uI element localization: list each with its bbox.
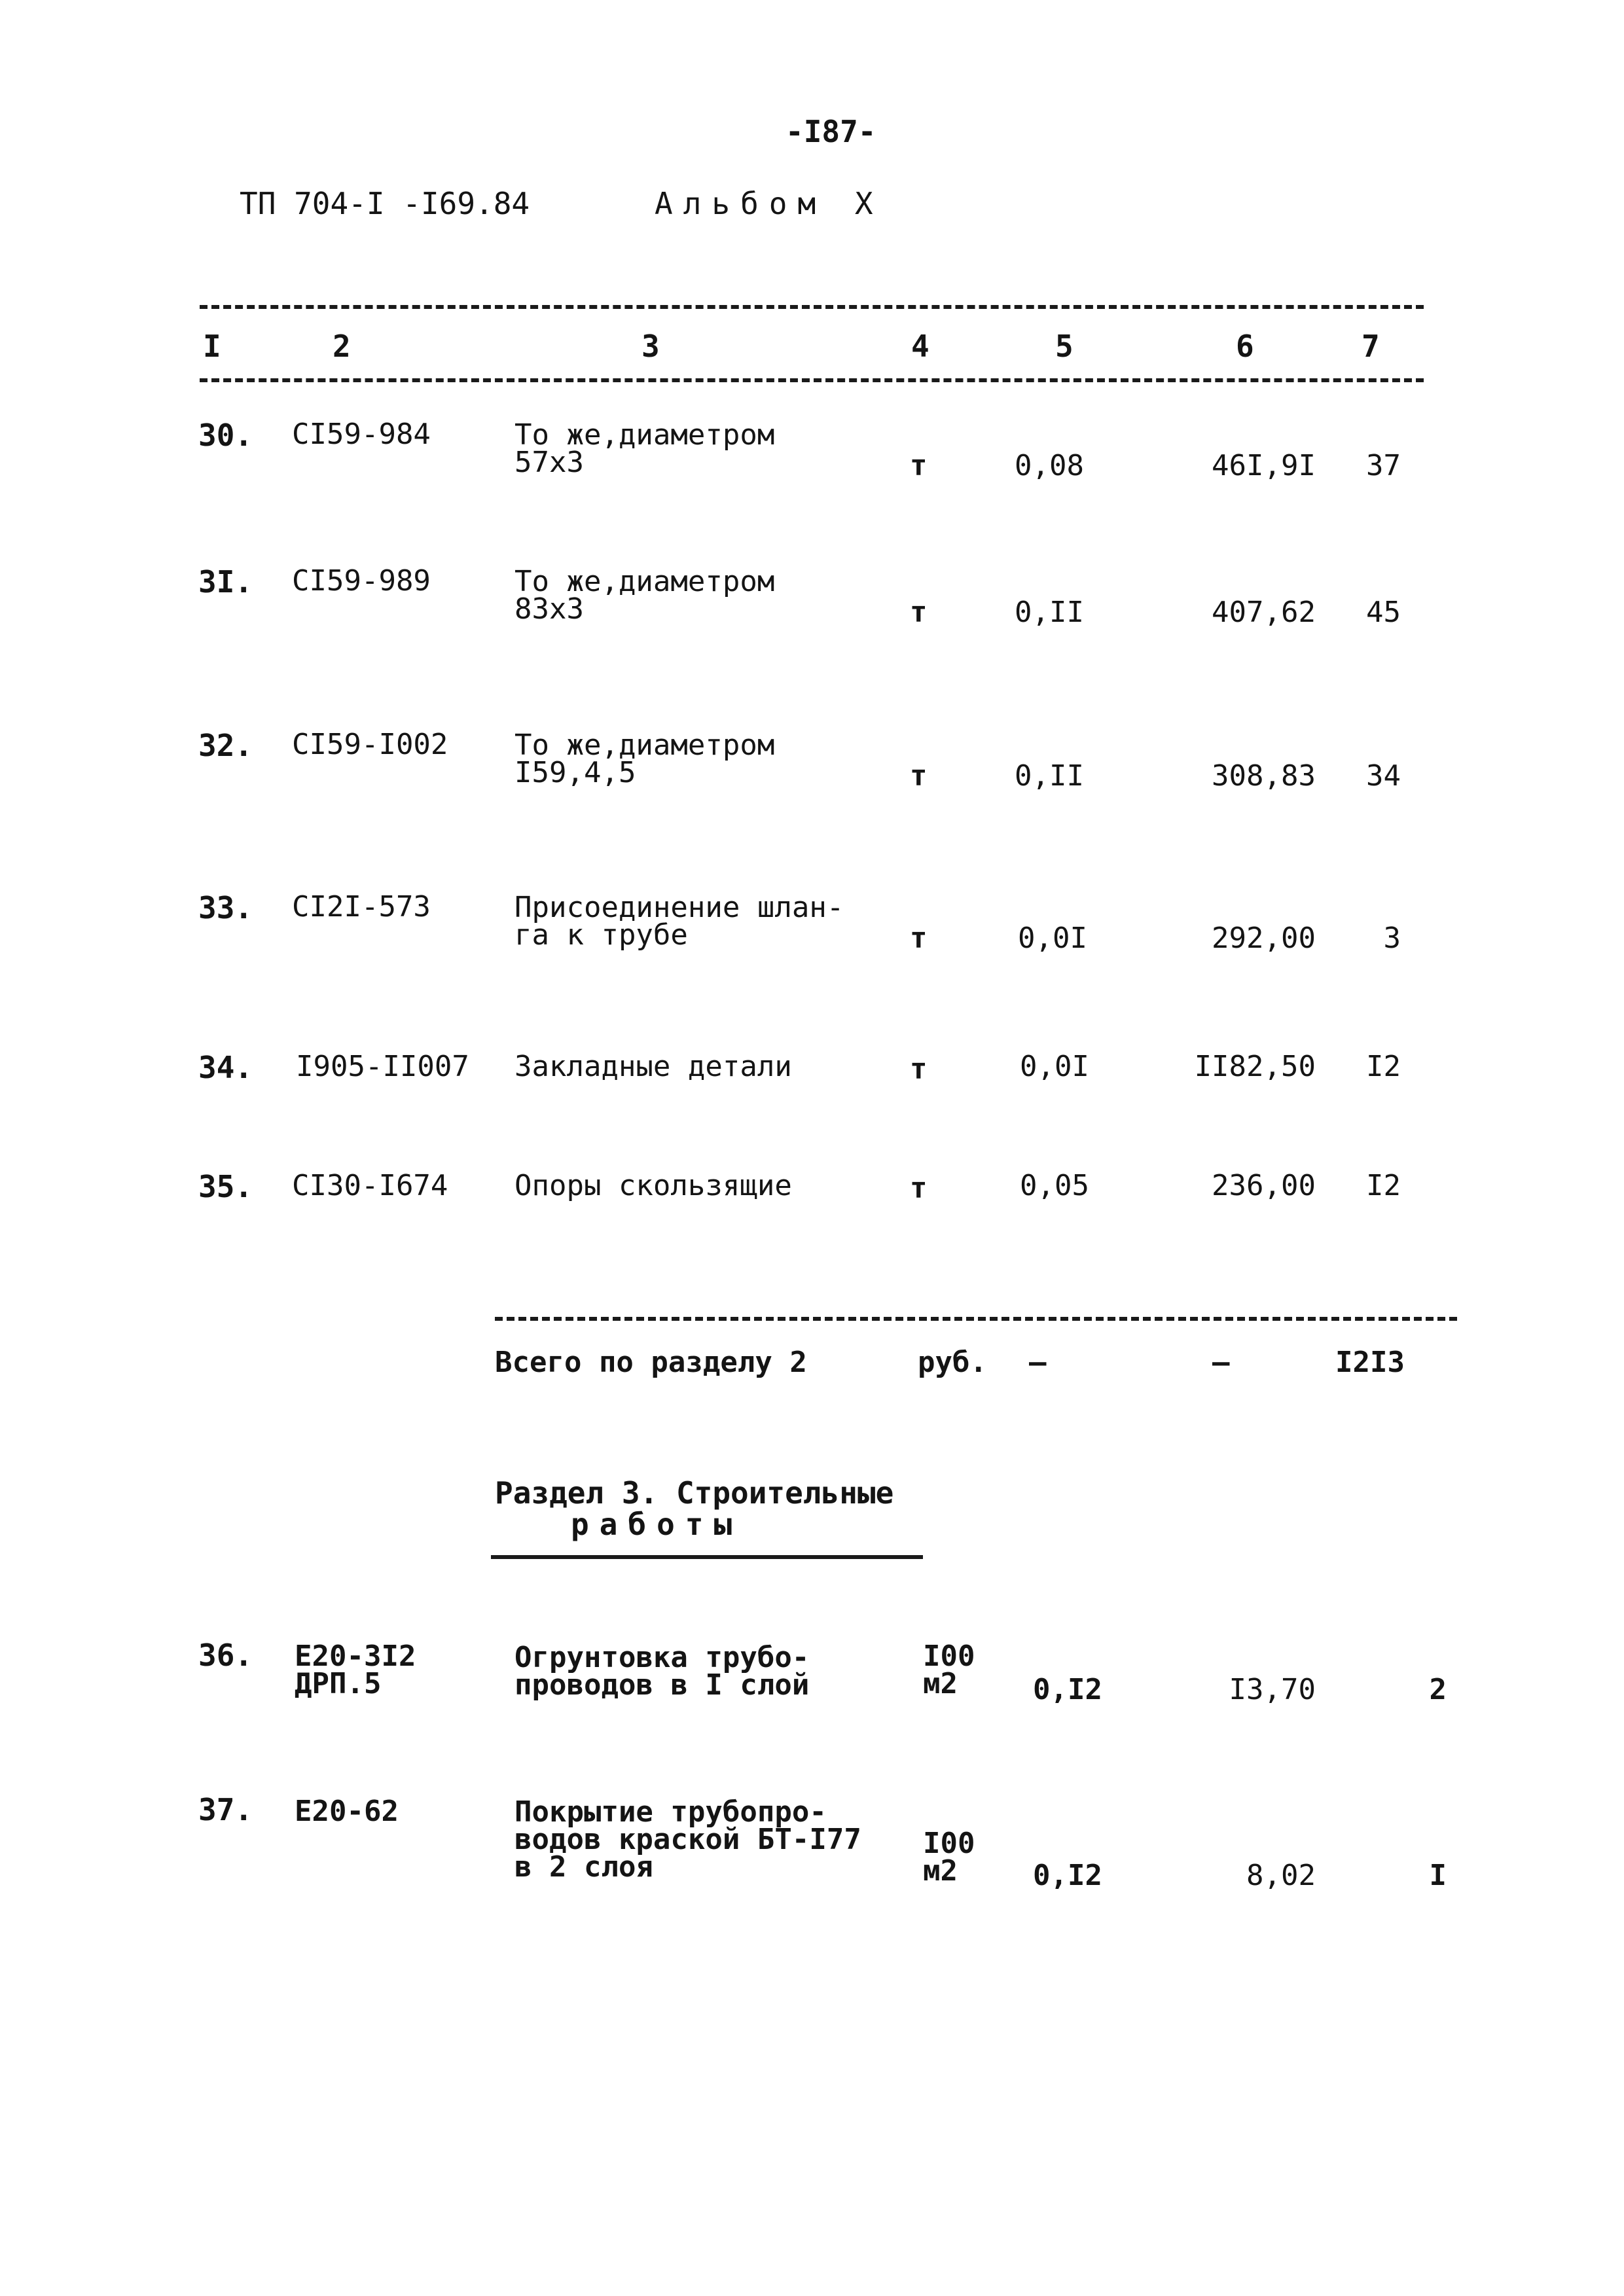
row-total: 45 <box>1366 596 1401 629</box>
row-number: 3I. <box>198 564 253 600</box>
column-header-3: 3 <box>641 329 660 364</box>
row-total: I2 <box>1366 1169 1401 1202</box>
section-heading: Раздел 3. Строительные <box>495 1475 894 1511</box>
row-description: То же,диаметром 83x3 <box>514 565 775 626</box>
column-header-1: I <box>203 329 221 364</box>
row-unit-price: I3,70 <box>1229 1673 1316 1706</box>
row-code: CI30-I674 <box>292 1169 448 1202</box>
row-unit-price: 236,00 <box>1212 1169 1316 1202</box>
row-description: Присоединение шлан- га к трубе <box>514 891 844 952</box>
column-header-5: 5 <box>1055 329 1074 364</box>
row-unit-price: 292,00 <box>1212 922 1316 955</box>
section-total-quantity: – <box>1029 1346 1047 1379</box>
row-quantity: 0,II <box>1015 596 1084 629</box>
row-total: I2 <box>1366 1050 1401 1083</box>
row-quantity: 0,I2 <box>1033 1673 1102 1706</box>
row-description: Огрунтовка трубо- проводов в I слой <box>514 1641 810 1702</box>
row-quantity: 0,0I <box>1018 922 1087 955</box>
row-total: 2 <box>1429 1673 1447 1706</box>
row-number: 37. <box>198 1792 253 1827</box>
row-unit-price: 407,62 <box>1212 596 1316 629</box>
row-description: Опоры скользящие <box>514 1169 792 1202</box>
row-description: То же,диаметром I59,4,5 <box>514 728 775 789</box>
row-total: 37 <box>1366 449 1401 482</box>
row-unit: т <box>910 922 928 955</box>
total-rule <box>495 1317 1457 1321</box>
row-description: Закладные детали <box>514 1050 792 1083</box>
row-unit: I00 м2 <box>923 1640 975 1700</box>
section-total-unit: руб. <box>918 1346 987 1379</box>
column-header-2: 2 <box>333 329 351 364</box>
row-quantity: 0,08 <box>1015 449 1084 482</box>
document-code: ТП 704-I -I69.84 <box>240 186 530 221</box>
page-number: -I87- <box>785 114 876 149</box>
row-unit: т <box>910 449 928 482</box>
section-total-amount: I2I3 <box>1335 1346 1405 1379</box>
row-unit-price: 308,83 <box>1212 759 1316 793</box>
row-quantity: 0,II <box>1015 759 1084 793</box>
row-number: 34. <box>198 1050 253 1085</box>
row-total: 3 <box>1383 922 1401 955</box>
row-unit: т <box>910 1172 928 1205</box>
header-top-rule <box>200 305 1424 309</box>
row-number: 32. <box>198 728 253 763</box>
row-total: I <box>1429 1859 1447 1892</box>
row-total: 34 <box>1366 759 1401 793</box>
row-unit: т <box>910 759 928 793</box>
column-header-6: 6 <box>1236 329 1254 364</box>
row-quantity: 0,05 <box>1020 1169 1089 1202</box>
row-number: 35. <box>198 1169 253 1204</box>
row-number: 33. <box>198 890 253 925</box>
row-quantity: 0,I2 <box>1033 1859 1102 1892</box>
row-code: E20-3I2 ДРП.5 <box>295 1640 416 1700</box>
row-description: То же,диаметром 57x3 <box>514 418 775 479</box>
row-code: CI59-984 <box>292 418 431 451</box>
row-code: I905-II007 <box>296 1050 469 1083</box>
section-total-price: – <box>1212 1346 1230 1379</box>
row-unit-price: II82,50 <box>1194 1050 1316 1083</box>
row-number: 30. <box>198 418 253 453</box>
row-number: 36. <box>198 1638 253 1673</box>
column-header-4: 4 <box>911 329 929 364</box>
header-bottom-rule <box>200 378 1424 382</box>
row-unit: т <box>910 596 928 629</box>
row-quantity: 0,0I <box>1020 1050 1089 1083</box>
row-unit-price: 8,02 <box>1246 1859 1316 1892</box>
row-unit-price: 46I,9I <box>1212 449 1316 482</box>
album-label: Альбом X <box>655 186 884 221</box>
column-header-7: 7 <box>1362 329 1380 364</box>
section-heading-underline <box>491 1555 923 1559</box>
section-heading-subtitle: работы <box>571 1507 743 1542</box>
row-code: CI2I-573 <box>292 890 431 924</box>
row-code: CI59-989 <box>292 564 431 598</box>
section-total-label: Всего по разделу 2 <box>495 1346 807 1379</box>
row-unit: т <box>910 1052 928 1086</box>
row-description: Покрытие трубопро- водов краской БТ-I77 в 2 слоя <box>514 1795 861 1884</box>
row-unit: I00 м2 <box>923 1827 975 1888</box>
row-code: E20-62 <box>295 1795 399 1828</box>
row-code: CI59-I002 <box>292 728 448 761</box>
